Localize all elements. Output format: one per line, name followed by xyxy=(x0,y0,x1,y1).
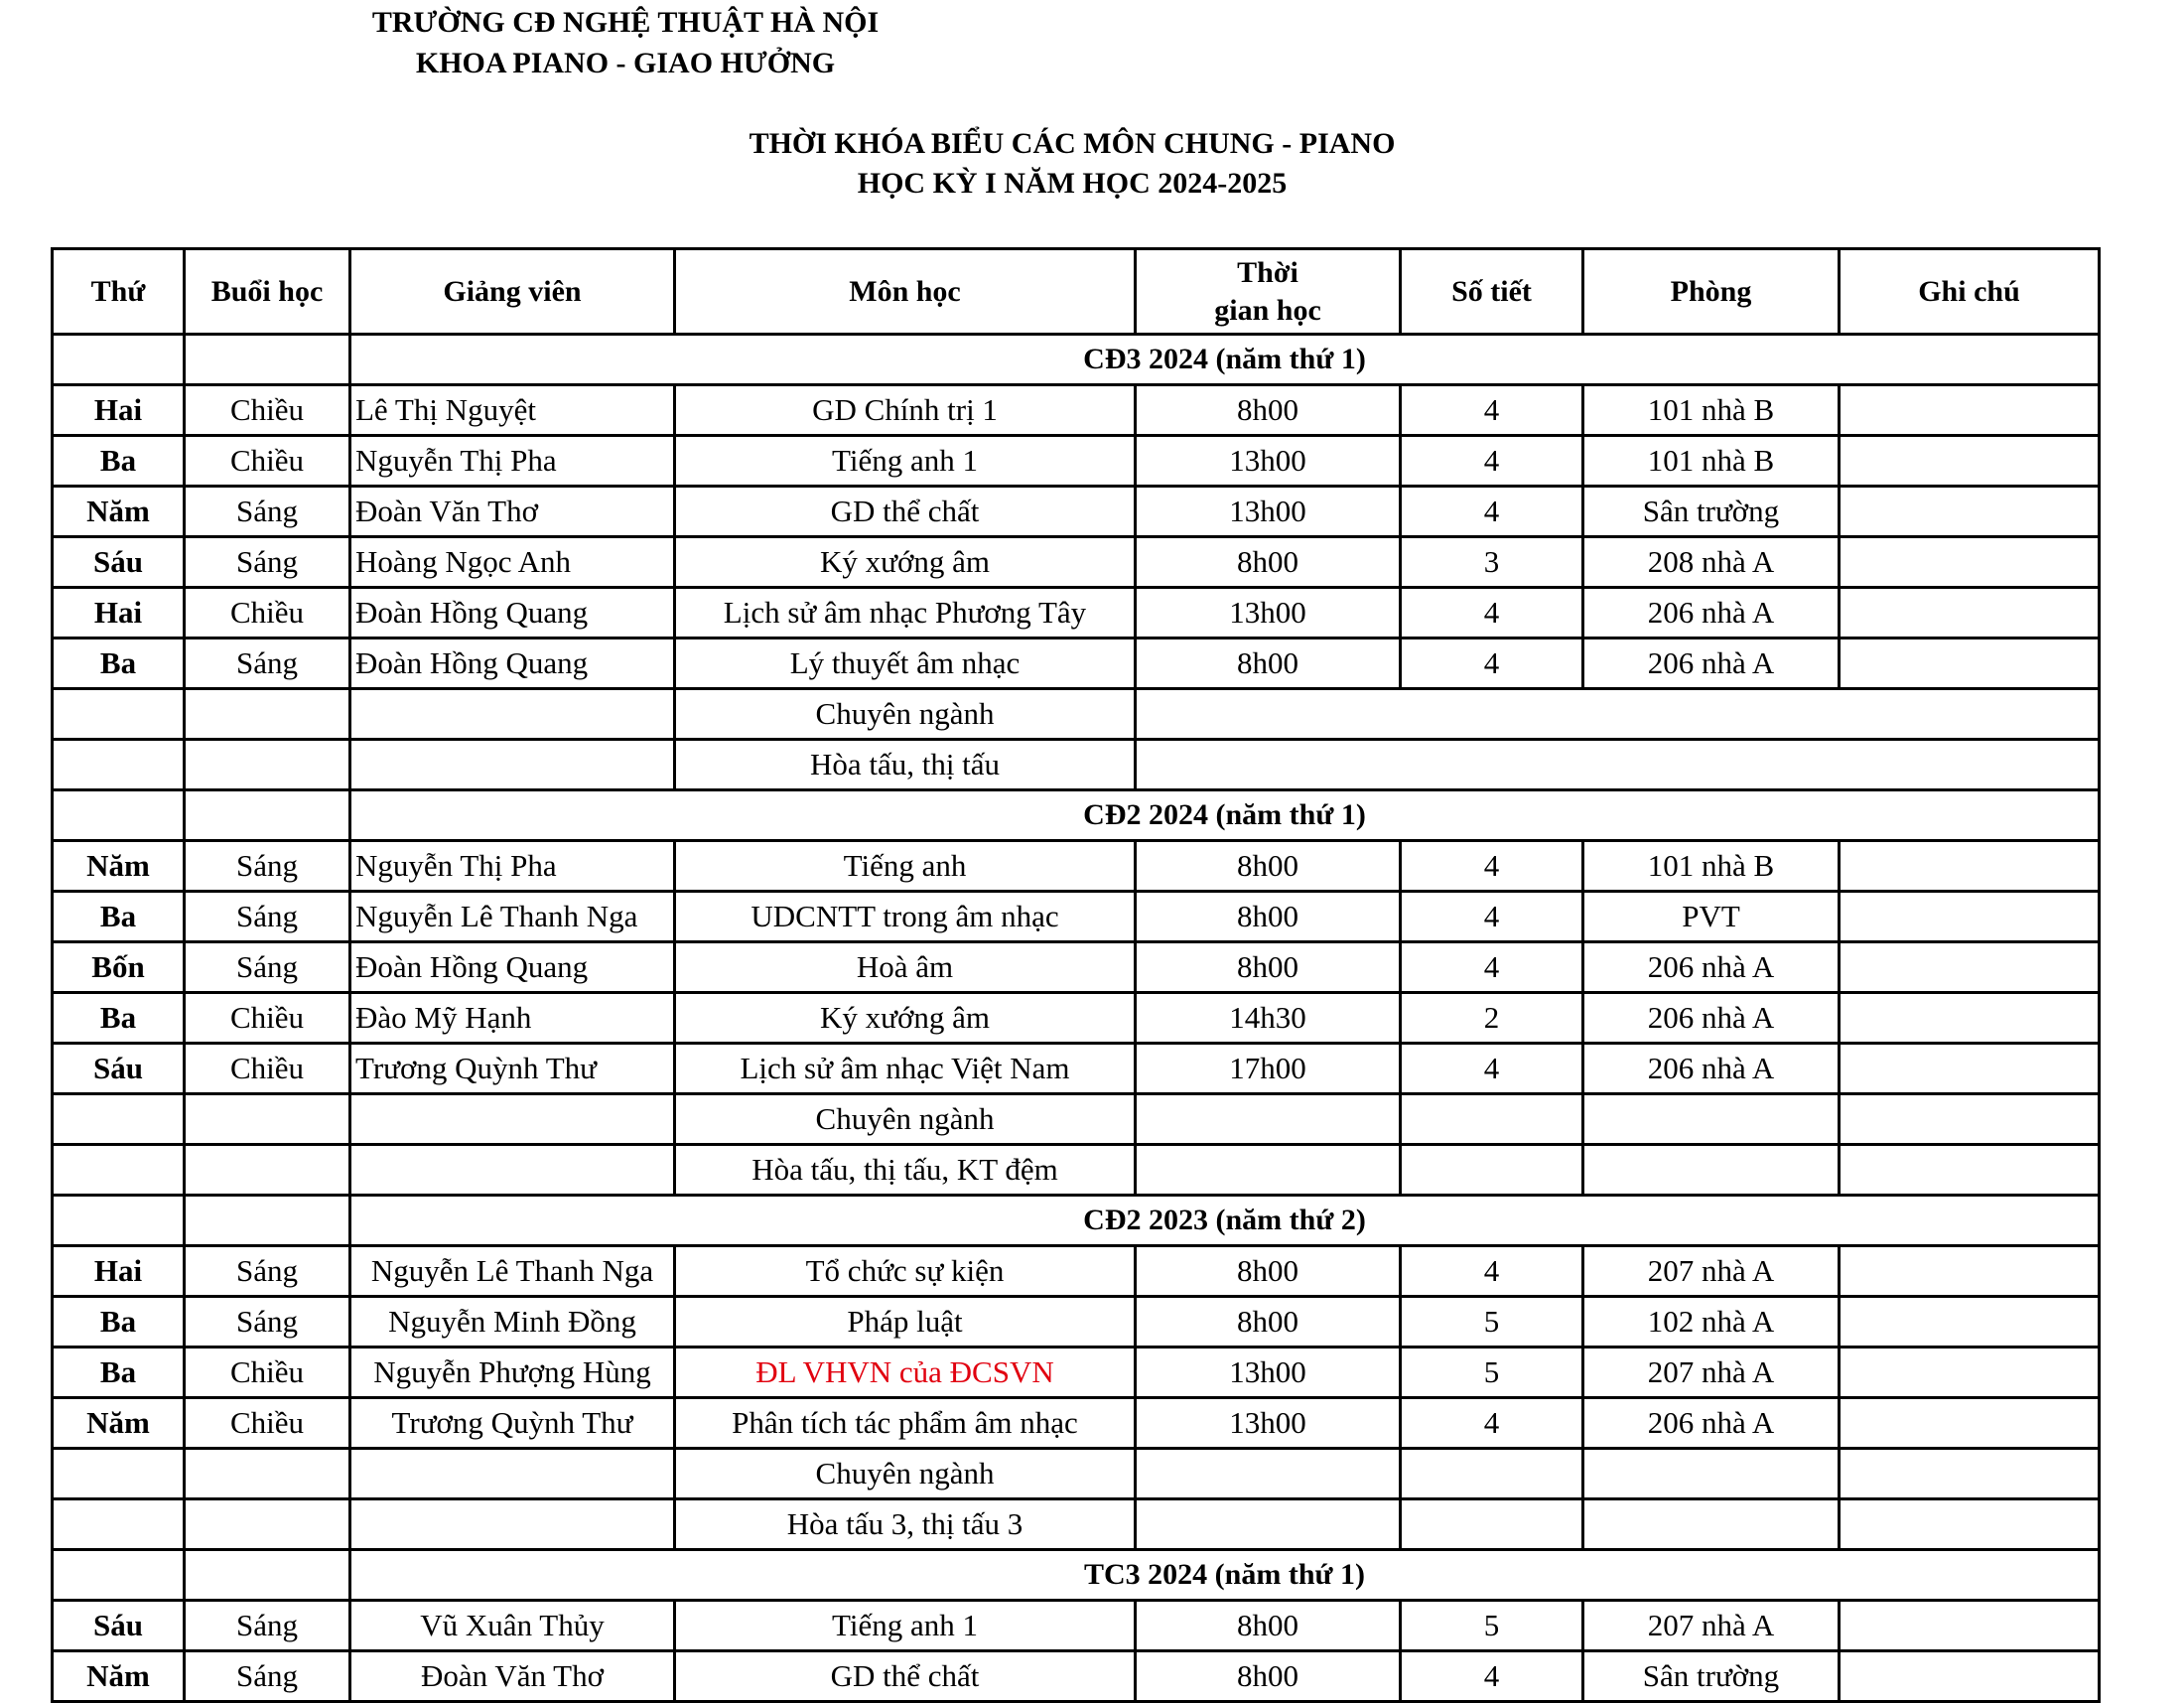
periods-cell: 4 xyxy=(1401,1398,1583,1449)
subject-cell: Lịch sử âm nhạc Việt Nam xyxy=(675,1044,1136,1094)
periods-cell: 4 xyxy=(1401,942,1583,993)
subject-cell: Phân tích tác phẩm âm nhạc xyxy=(675,1398,1136,1449)
empty-cell xyxy=(53,1499,185,1550)
subject-cell: Ký xướng âm xyxy=(675,537,1136,588)
document-title xyxy=(695,124,1449,204)
empty-cell xyxy=(185,1499,350,1550)
room-cell: 207 nhà A xyxy=(1583,1601,1840,1651)
time-cell: 8h00 xyxy=(1136,385,1401,436)
subject-cell: Tiếng anh 1 xyxy=(675,436,1136,487)
empty-cell xyxy=(53,1094,185,1145)
room-cell: 206 nhà A xyxy=(1583,942,1840,993)
extra-row xyxy=(53,689,2100,740)
subject-cell: GD thể chất xyxy=(675,1651,1136,1702)
note-cell xyxy=(1840,537,2100,588)
col-header-giang-vien: Giảng viên xyxy=(350,249,675,335)
lecturer-cell: Lê Thị Nguyệt xyxy=(350,385,675,436)
time-cell: 13h00 xyxy=(1136,1398,1401,1449)
header-row xyxy=(53,249,2100,335)
session-cell: Sáng xyxy=(185,1651,350,1702)
session-cell: Sáng xyxy=(185,639,350,689)
table-row xyxy=(53,1398,2100,1449)
school-header xyxy=(328,2,923,83)
section-header-row xyxy=(53,335,2100,385)
room-cell: PVT xyxy=(1583,892,1840,942)
lecturer-cell: Trương Quỳnh Thư xyxy=(350,1398,675,1449)
empty-cell xyxy=(1840,1145,2100,1196)
empty-cell xyxy=(53,1145,185,1196)
time-cell: 8h00 xyxy=(1136,1651,1401,1702)
empty-cell xyxy=(1136,740,2100,790)
note-cell xyxy=(1840,1348,2100,1398)
subject-cell: Chuyên ngành xyxy=(675,1449,1136,1499)
periods-cell: 4 xyxy=(1401,385,1583,436)
note-cell xyxy=(1840,892,2100,942)
empty-cell xyxy=(185,740,350,790)
weekday-cell: Sáu xyxy=(53,537,185,588)
table-row xyxy=(53,1246,2100,1297)
periods-cell: 4 xyxy=(1401,1651,1583,1702)
periods-cell: 4 xyxy=(1401,1044,1583,1094)
periods-cell: 5 xyxy=(1401,1601,1583,1651)
session-cell: Sáng xyxy=(185,487,350,537)
weekday-cell: Ba xyxy=(53,1297,185,1348)
time-cell: 13h00 xyxy=(1136,487,1401,537)
periods-cell: 4 xyxy=(1401,1246,1583,1297)
lecturer-cell: Nguyễn Lê Thanh Nga xyxy=(350,892,675,942)
room-cell: 101 nhà B xyxy=(1583,841,1840,892)
empty-cell xyxy=(53,1449,185,1499)
session-cell: Sáng xyxy=(185,537,350,588)
school-name: TRƯỜNG CĐ NGHỆ THUẬT HÀ NỘI xyxy=(371,6,880,39)
note-cell xyxy=(1840,588,2100,639)
lecturer-cell: Đoàn Văn Thơ xyxy=(350,1651,675,1702)
empty-cell xyxy=(350,689,675,740)
empty-cell xyxy=(1840,1499,2100,1550)
time-cell: 8h00 xyxy=(1136,942,1401,993)
section-header-row xyxy=(53,1550,2100,1601)
room-cell: 101 nhà B xyxy=(1583,385,1840,436)
table-row xyxy=(53,1601,2100,1651)
session-cell: Chiều xyxy=(185,588,350,639)
table-row xyxy=(53,1044,2100,1094)
empty-cell xyxy=(185,1550,350,1601)
lecturer-cell: Nguyễn Thị Pha xyxy=(350,841,675,892)
periods-cell: 2 xyxy=(1401,993,1583,1044)
lecturer-cell: Nguyễn Lê Thanh Nga xyxy=(350,1246,675,1297)
subject-cell: Hòa tấu, thị tấu, KT đệm xyxy=(675,1145,1136,1196)
weekday-cell: Năm xyxy=(53,841,185,892)
col-header-phong: Phòng xyxy=(1583,249,1840,335)
extra-row xyxy=(53,1145,2100,1196)
periods-cell: 4 xyxy=(1401,588,1583,639)
empty-cell xyxy=(1401,1094,1583,1145)
subject-cell: Hòa tấu 3, thị tấu 3 xyxy=(675,1499,1136,1550)
extra-row xyxy=(53,1094,2100,1145)
lecturer-cell: Nguyễn Phượng Hùng xyxy=(350,1348,675,1398)
col-header-thoi-gian-line1: Thời xyxy=(1237,255,1298,289)
empty-cell xyxy=(185,790,350,841)
col-header-mon-hoc: Môn học xyxy=(675,249,1136,335)
section-title: TC3 2024 (năm thứ 1) xyxy=(350,1550,2100,1601)
empty-cell xyxy=(53,790,185,841)
schedule-body xyxy=(53,335,2100,1702)
empty-cell xyxy=(1840,1094,2100,1145)
table-row xyxy=(53,588,2100,639)
empty-cell xyxy=(350,1499,675,1550)
lecturer-cell: Trương Quỳnh Thư xyxy=(350,1044,675,1094)
weekday-cell: Hai xyxy=(53,1246,185,1297)
room-cell: 206 nhà A xyxy=(1583,993,1840,1044)
schedule-table xyxy=(51,247,2101,1703)
col-header-buoi: Buổi học xyxy=(185,249,350,335)
weekday-cell: Ba xyxy=(53,639,185,689)
note-cell xyxy=(1840,1297,2100,1348)
weekday-cell: Ba xyxy=(53,1348,185,1398)
room-cell: Sân trường xyxy=(1583,487,1840,537)
empty-cell xyxy=(185,689,350,740)
time-cell: 13h00 xyxy=(1136,588,1401,639)
weekday-cell: Ba xyxy=(53,892,185,942)
weekday-cell: Năm xyxy=(53,1651,185,1702)
periods-cell: 4 xyxy=(1401,892,1583,942)
empty-cell xyxy=(1583,1094,1840,1145)
note-cell xyxy=(1840,487,2100,537)
subject-cell: Tiếng anh 1 xyxy=(675,1601,1136,1651)
empty-cell xyxy=(350,1094,675,1145)
weekday-cell: Sáu xyxy=(53,1044,185,1094)
table-row xyxy=(53,892,2100,942)
note-cell xyxy=(1840,436,2100,487)
subject-cell: Hoà âm xyxy=(675,942,1136,993)
empty-cell xyxy=(1401,1145,1583,1196)
empty-cell xyxy=(1136,1449,1401,1499)
subject-cell: GD Chính trị 1 xyxy=(675,385,1136,436)
note-cell xyxy=(1840,993,2100,1044)
table-row xyxy=(53,841,2100,892)
title-line-1: THỜI KHÓA BIỂU CÁC MÔN CHUNG - PIANO xyxy=(749,127,1396,160)
session-cell: Sáng xyxy=(185,892,350,942)
time-cell: 8h00 xyxy=(1136,639,1401,689)
time-cell: 8h00 xyxy=(1136,841,1401,892)
note-cell xyxy=(1840,1044,2100,1094)
empty-cell xyxy=(1136,1094,1401,1145)
empty-cell xyxy=(1583,1499,1840,1550)
lecturer-cell: Nguyễn Thị Pha xyxy=(350,436,675,487)
session-cell: Sáng xyxy=(185,1297,350,1348)
subject-cell: GD thể chất xyxy=(675,487,1136,537)
periods-cell: 4 xyxy=(1401,639,1583,689)
subject-cell: Chuyên ngành xyxy=(675,1094,1136,1145)
session-cell: Sáng xyxy=(185,942,350,993)
empty-cell xyxy=(1136,1145,1401,1196)
session-cell: Chiều xyxy=(185,436,350,487)
table-row xyxy=(53,487,2100,537)
empty-cell xyxy=(1136,689,2100,740)
weekday-cell: Năm xyxy=(53,1398,185,1449)
note-cell xyxy=(1840,841,2100,892)
lecturer-cell: Đoàn Hồng Quang xyxy=(350,942,675,993)
subject-cell: Tổ chức sự kiện xyxy=(675,1246,1136,1297)
session-cell: Sáng xyxy=(185,841,350,892)
room-cell: 206 nhà A xyxy=(1583,639,1840,689)
section-title: CĐ3 2024 (năm thứ 1) xyxy=(350,335,2100,385)
empty-cell xyxy=(1401,1449,1583,1499)
subject-cell: ĐL VHVN của ĐCSVN xyxy=(675,1348,1136,1398)
time-cell: 14h30 xyxy=(1136,993,1401,1044)
lecturer-cell: Đào Mỹ Hạnh xyxy=(350,993,675,1044)
weekday-cell: Ba xyxy=(53,436,185,487)
table-row xyxy=(53,537,2100,588)
empty-cell xyxy=(53,689,185,740)
session-cell: Chiều xyxy=(185,1348,350,1398)
col-header-thoi-gian xyxy=(1136,249,1401,335)
time-cell: 17h00 xyxy=(1136,1044,1401,1094)
empty-cell xyxy=(350,1449,675,1499)
weekday-cell: Hai xyxy=(53,385,185,436)
col-header-thu: Thứ xyxy=(53,249,185,335)
empty-cell xyxy=(1401,1499,1583,1550)
empty-cell xyxy=(185,335,350,385)
lecturer-cell: Đoàn Hồng Quang xyxy=(350,639,675,689)
empty-cell xyxy=(185,1145,350,1196)
note-cell xyxy=(1840,385,2100,436)
time-cell: 13h00 xyxy=(1136,436,1401,487)
time-cell: 13h00 xyxy=(1136,1348,1401,1398)
time-cell: 8h00 xyxy=(1136,537,1401,588)
section-header-row xyxy=(53,1196,2100,1246)
time-cell: 8h00 xyxy=(1136,1601,1401,1651)
subject-cell: Lý thuyết âm nhạc xyxy=(675,639,1136,689)
lecturer-cell: Hoàng Ngọc Anh xyxy=(350,537,675,588)
time-cell: 8h00 xyxy=(1136,1246,1401,1297)
empty-cell xyxy=(1136,1499,1401,1550)
empty-cell xyxy=(53,335,185,385)
empty-cell xyxy=(185,1094,350,1145)
room-cell: 101 nhà B xyxy=(1583,436,1840,487)
note-cell xyxy=(1840,639,2100,689)
lecturer-cell: Đoàn Văn Thơ xyxy=(350,487,675,537)
title-line-2: HỌC KỲ I NĂM HỌC 2024-2025 xyxy=(857,167,1288,200)
periods-cell: 5 xyxy=(1401,1348,1583,1398)
time-cell: 8h00 xyxy=(1136,1297,1401,1348)
table-row xyxy=(53,436,2100,487)
weekday-cell: Hai xyxy=(53,588,185,639)
session-cell: Chiều xyxy=(185,385,350,436)
session-cell: Chiều xyxy=(185,1398,350,1449)
section-title: CĐ2 2024 (năm thứ 1) xyxy=(350,790,2100,841)
extra-row xyxy=(53,1449,2100,1499)
session-cell: Sáng xyxy=(185,1601,350,1651)
extra-row xyxy=(53,740,2100,790)
note-cell xyxy=(1840,942,2100,993)
empty-cell xyxy=(185,1196,350,1246)
empty-cell xyxy=(1583,1145,1840,1196)
room-cell: 207 nhà A xyxy=(1583,1246,1840,1297)
lecturer-cell: Nguyễn Minh Đồng xyxy=(350,1297,675,1348)
room-cell: Sân trường xyxy=(1583,1651,1840,1702)
table-row xyxy=(53,385,2100,436)
table-row xyxy=(53,1297,2100,1348)
table-row xyxy=(53,1651,2100,1702)
lecturer-cell: Vũ Xuân Thủy xyxy=(350,1601,675,1651)
periods-cell: 4 xyxy=(1401,436,1583,487)
session-cell: Chiều xyxy=(185,993,350,1044)
empty-cell xyxy=(1840,1449,2100,1499)
subject-cell: Ký xướng âm xyxy=(675,993,1136,1044)
weekday-cell: Ba xyxy=(53,993,185,1044)
session-cell: Sáng xyxy=(185,1246,350,1297)
section-title: CĐ2 2023 (năm thứ 2) xyxy=(350,1196,2100,1246)
lecturer-cell: Đoàn Hồng Quang xyxy=(350,588,675,639)
empty-cell xyxy=(350,1145,675,1196)
room-cell: 206 nhà A xyxy=(1583,588,1840,639)
empty-cell xyxy=(53,1196,185,1246)
subject-cell: Chuyên ngành xyxy=(675,689,1136,740)
table-row xyxy=(53,942,2100,993)
periods-cell: 4 xyxy=(1401,487,1583,537)
room-cell: 207 nhà A xyxy=(1583,1348,1840,1398)
periods-cell: 4 xyxy=(1401,841,1583,892)
session-cell: Chiều xyxy=(185,1044,350,1094)
col-header-so-tiet: Số tiết xyxy=(1401,249,1583,335)
extra-row xyxy=(53,1499,2100,1550)
room-cell: 102 nhà A xyxy=(1583,1297,1840,1348)
subject-cell: Lịch sử âm nhạc Phương Tây xyxy=(675,588,1136,639)
periods-cell: 3 xyxy=(1401,537,1583,588)
room-cell: 206 nhà A xyxy=(1583,1044,1840,1094)
note-cell xyxy=(1840,1601,2100,1651)
empty-cell xyxy=(1583,1449,1840,1499)
weekday-cell: Sáu xyxy=(53,1601,185,1651)
room-cell: 208 nhà A xyxy=(1583,537,1840,588)
col-header-thoi-gian-line2: gian học xyxy=(1214,293,1321,327)
subject-cell: Tiếng anh xyxy=(675,841,1136,892)
note-cell xyxy=(1840,1651,2100,1702)
faculty-name: KHOA PIANO - GIAO HƯỞNG xyxy=(415,47,836,79)
periods-cell: 5 xyxy=(1401,1297,1583,1348)
subject-cell: Hòa tấu, thị tấu xyxy=(675,740,1136,790)
col-header-ghi-chu: Ghi chú xyxy=(1840,249,2100,335)
weekday-cell: Bốn xyxy=(53,942,185,993)
section-header-row xyxy=(53,790,2100,841)
empty-cell xyxy=(350,740,675,790)
table-row xyxy=(53,993,2100,1044)
empty-cell xyxy=(53,1550,185,1601)
table-row xyxy=(53,639,2100,689)
time-cell: 8h00 xyxy=(1136,892,1401,942)
note-cell xyxy=(1840,1246,2100,1297)
empty-cell xyxy=(53,740,185,790)
note-cell xyxy=(1840,1398,2100,1449)
empty-cell xyxy=(185,1449,350,1499)
subject-cell: UDCNTT trong âm nhạc xyxy=(675,892,1136,942)
table-row xyxy=(53,1348,2100,1398)
room-cell: 206 nhà A xyxy=(1583,1398,1840,1449)
weekday-cell: Năm xyxy=(53,487,185,537)
subject-cell: Pháp luật xyxy=(675,1297,1136,1348)
